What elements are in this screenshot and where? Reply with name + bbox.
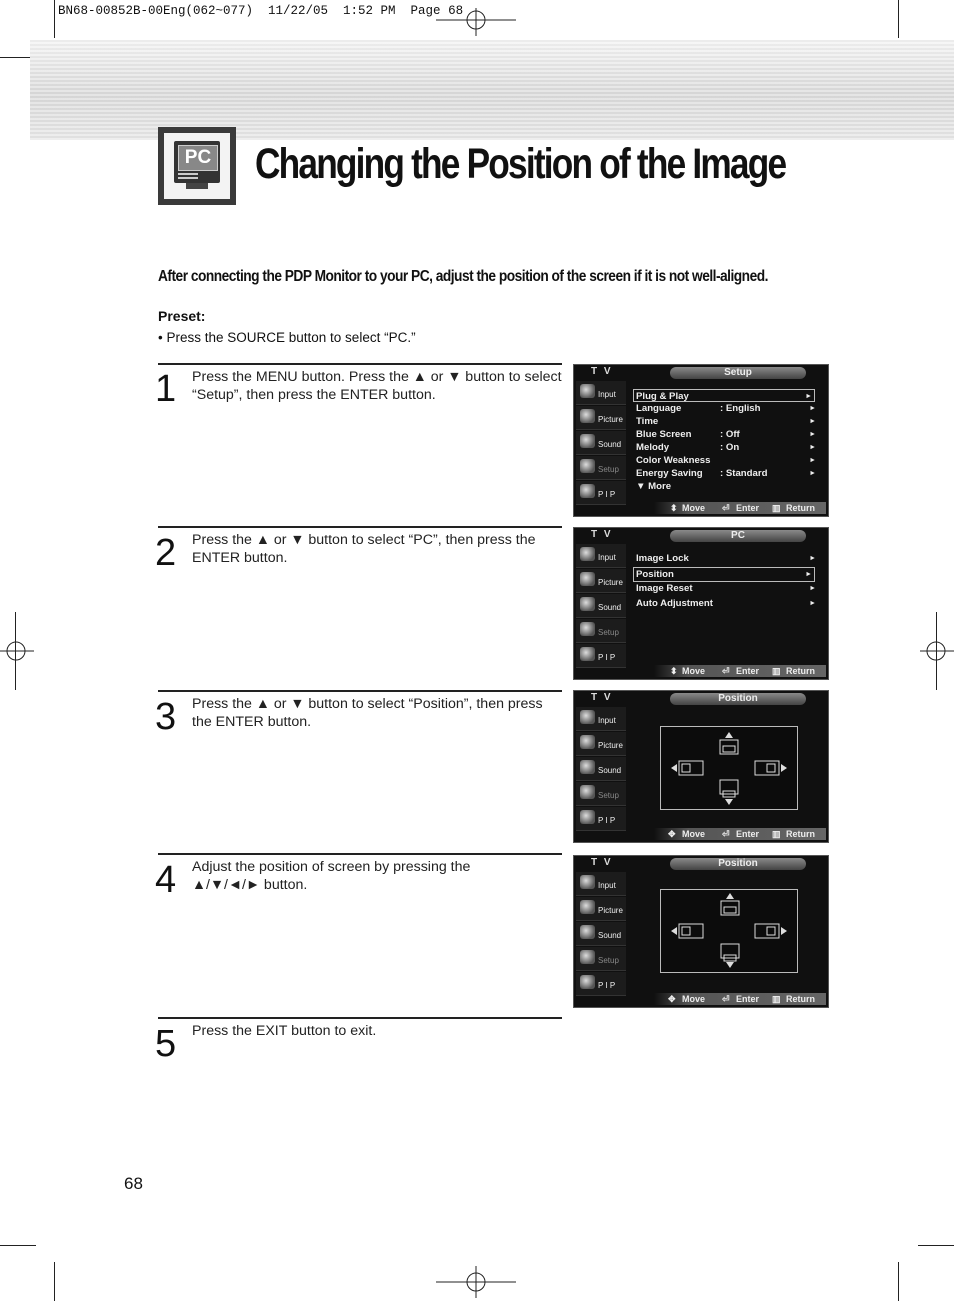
osd-screen-position — [573, 690, 829, 843]
move-icon: ⬍ — [670, 503, 678, 513]
sound-icon — [580, 597, 595, 611]
step-text: Adjust the position of screen by pressing the ▲/▼/◄/► button. — [192, 859, 471, 893]
return-icon: ▥ — [772, 666, 781, 676]
page-title: Changing the Position of the Image — [255, 140, 786, 188]
sound-icon — [580, 434, 595, 448]
step-number: 4 — [155, 859, 177, 901]
enter-icon: ⏎ — [722, 503, 730, 513]
input-icon — [580, 547, 595, 561]
position-arrows-icon — [661, 890, 797, 972]
osd-menu-item: Auto Adjustment ► — [636, 598, 816, 609]
step-number: 5 — [155, 1023, 177, 1065]
intro-text: After connecting the PDP Monitor to your PC, adjust the position of the screen if it is not well-aligned. — [158, 268, 768, 285]
preset-label: Preset: — [158, 308, 206, 324]
osd-tv-label: T V — [591, 529, 613, 540]
osd-sidebar-pip: P I P — [598, 816, 616, 825]
osd-menu-item: Time ► — [636, 416, 816, 427]
osd-title: Position — [670, 858, 806, 870]
osd-sidebar-sound: Sound — [598, 603, 622, 612]
move-icon: ⬍ — [670, 666, 678, 676]
osd-sidebar-sound: Sound — [598, 440, 622, 449]
page-number: 68 — [124, 1174, 143, 1193]
print-slug: BN68-00852B-00Eng(062~077) 11/22/05 1:52 PM Page 68 — [58, 4, 464, 18]
registration-mark-left — [0, 636, 34, 666]
pip-icon — [580, 810, 595, 824]
picture-icon — [580, 735, 595, 749]
osd-sidebar-input: Input — [598, 553, 616, 562]
step-divider — [158, 363, 562, 365]
osd-footer: ✥ Move ⏎ Enter ▥ Return — [654, 993, 826, 1005]
osd-sidebar-picture: Picture — [598, 415, 623, 424]
osd-screen-pc — [573, 527, 829, 680]
osd-menu-item: Energy Saving : Standard ► — [636, 468, 816, 479]
header-band — [30, 40, 954, 140]
pip-icon — [580, 484, 595, 498]
return-icon: ▥ — [772, 994, 781, 1004]
osd-tv-label: T V — [591, 366, 613, 377]
osd-sidebar-input: Input — [598, 881, 616, 890]
osd-sidebar — [574, 872, 626, 996]
osd-menu-item-selected: Plug & Play ► — [633, 389, 815, 402]
osd-tv-label: T V — [591, 857, 613, 868]
sound-icon — [580, 760, 595, 774]
enter-icon: ⏎ — [722, 994, 730, 1004]
osd-sidebar-setup: Setup — [598, 628, 619, 637]
osd-menu-item: Image Lock ► — [636, 553, 816, 564]
osd-sidebar-sound: Sound — [598, 931, 622, 940]
osd-menu — [636, 552, 818, 612]
osd-sidebar-pip: P I P — [598, 981, 616, 990]
input-icon — [580, 710, 595, 724]
enter-icon: ⏎ — [722, 666, 730, 676]
osd-menu-item: Melody : On ► — [636, 442, 816, 453]
setup-icon — [580, 785, 595, 799]
osd-sidebar-input: Input — [598, 390, 616, 399]
osd-menu-item-selected: Position ► — [633, 567, 815, 582]
move-icon: ✥ — [668, 829, 676, 839]
osd-sidebar-picture: Picture — [598, 741, 623, 750]
picture-icon — [580, 572, 595, 586]
registration-mark-bottom — [436, 1266, 516, 1298]
osd-menu-item-more: ▼ More — [636, 481, 672, 492]
move-icon: ✥ — [668, 994, 676, 1004]
osd-sidebar-pip: P I P — [598, 490, 616, 499]
osd-sidebar — [574, 544, 626, 668]
osd-sidebar-picture: Picture — [598, 578, 623, 587]
registration-mark-right — [920, 636, 954, 666]
osd-menu-item: Blue Screen : Off ► — [636, 429, 816, 440]
step-divider — [158, 690, 562, 692]
osd-title: PC — [670, 530, 806, 542]
osd-footer: ✥ Move ⏎ Enter ▥ Return — [654, 828, 826, 840]
input-icon — [580, 384, 595, 398]
step-text: Press the MENU button. Press the ▲ or ▼ button to select “Setup”, then press the ENTER button. — [192, 369, 562, 403]
step-number: 1 — [155, 368, 177, 410]
osd-footer: ⬍ Move ⏎ Enter ▥ Return — [654, 665, 826, 677]
position-adjust-box — [660, 726, 798, 810]
position-arrows-icon — [661, 727, 797, 809]
return-icon: ▥ — [772, 503, 781, 513]
step-text: Press the ▲ or ▼ button to select “PC”, then press the ENTER button. — [192, 532, 536, 566]
step-divider — [158, 853, 562, 855]
osd-sidebar-pip: P I P — [598, 653, 616, 662]
osd-sidebar — [574, 381, 626, 505]
enter-icon: ⏎ — [722, 829, 730, 839]
osd-sidebar-input: Input — [598, 716, 616, 725]
step-divider — [158, 1017, 562, 1019]
osd-screen-setup — [573, 364, 829, 517]
osd-title: Setup — [670, 367, 806, 379]
osd-sidebar — [574, 707, 626, 831]
pc-icon — [158, 127, 236, 205]
preset-bullet: • Press the SOURCE button to select “PC.” — [158, 330, 416, 345]
picture-icon — [580, 409, 595, 423]
osd-sidebar-setup: Setup — [598, 465, 619, 474]
pc-icon-label: PC — [178, 145, 218, 171]
osd-tv-label: T V — [591, 692, 613, 703]
pip-icon — [580, 975, 595, 989]
setup-icon — [580, 459, 595, 473]
osd-sidebar-sound: Sound — [598, 766, 622, 775]
input-icon — [580, 875, 595, 889]
position-adjust-box — [660, 889, 798, 973]
step-text: Press the EXIT button to exit. — [192, 1023, 377, 1039]
osd-menu — [636, 389, 818, 493]
osd-menu-item: Image Reset ► — [636, 583, 816, 594]
osd-sidebar-picture: Picture — [598, 906, 623, 915]
osd-sidebar-setup: Setup — [598, 956, 619, 965]
osd-menu-item: Language : English ► — [636, 403, 816, 414]
return-icon: ▥ — [772, 829, 781, 839]
setup-icon — [580, 622, 595, 636]
osd-footer: ⬍ Move ⏎ Enter ▥ Return — [654, 502, 826, 514]
step-divider — [158, 526, 562, 528]
step-text: Press the ▲ or ▼ button to select “Position”, then press the ENTER button. — [192, 696, 543, 730]
setup-icon — [580, 950, 595, 964]
step-number: 2 — [155, 532, 177, 574]
pip-icon — [580, 647, 595, 661]
osd-sidebar-setup: Setup — [598, 791, 619, 800]
osd-title: Position — [670, 693, 806, 705]
picture-icon — [580, 900, 595, 914]
osd-menu-item: Color Weakness ► — [636, 455, 816, 466]
osd-screen-position — [573, 855, 829, 1008]
step-number: 3 — [155, 696, 177, 738]
sound-icon — [580, 925, 595, 939]
